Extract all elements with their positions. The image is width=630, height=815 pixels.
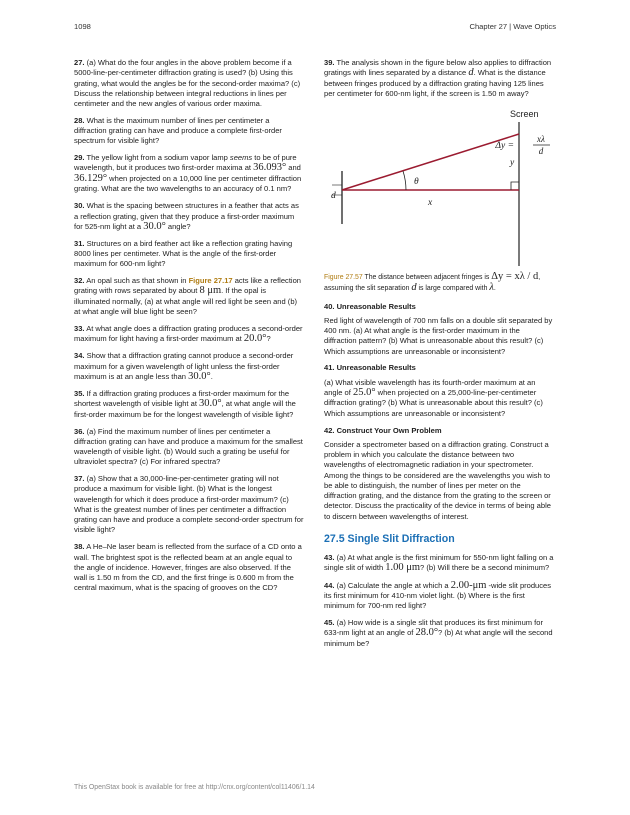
- problem-31: 31. Structures on a bird feather act like a reflection grating having 8000 lines per centimeter. What is the angle of the first-order maximum for 600-nm light?: [74, 238, 293, 269]
- problem-35: 35. If a diffraction grating produces a first-order maximum for the shortest wavelength of visible light at 30.0°, at what angle will the first-order maximum be for the longest wavelength of visible light?: [74, 389, 296, 419]
- left-column: [74, 58, 304, 600]
- footer-note: This OpenStax book is available for free at http://cnx.org/content/col11406/1.14: [74, 784, 315, 791]
- heading-42: 42. Construct Your Own Problem: [324, 425, 442, 435]
- problem-28: 28. What is the maximum number of lines per centimeter a diffraction grating can have and produce a complete first-order spectrum for visible light?: [74, 115, 282, 146]
- problem-33: 33. At what angle does a diffraction grating produces a second-order maximum for light having a first-order maximum at 20.0°?: [74, 324, 303, 345]
- theta-label: θ: [414, 176, 419, 187]
- problem-38: 38. A He–Ne laser beam is reflected from the surface of a CD onto a wall. The brightest spot is the reflected beam at an angle equal to the angle of incidence. However, fringes are also observed. If the wall is 1.50 m from the CD, and the first fringe is 0.600 m from the central maximum, what is the spacing of grooves on the CD?: [74, 542, 302, 593]
- page-number: 1098: [74, 22, 91, 31]
- heading-40: 40. Unreasonable Results: [324, 301, 416, 311]
- fringe-geometry-figure: [324, 106, 554, 266]
- problem-30: 30. What is the spacing between structures in a feather that acts as a reflection grating, given that they produce a first-order maximum for 525-nm light at a 30.0° angle?: [74, 201, 299, 232]
- formula-numerator: xλ: [537, 133, 545, 144]
- problem-45: 45. (a) How wide is a single slit that produces its first minimum for 633-nm light at an angle of 28.0°? (b) At what angle will the second minimum be?: [324, 618, 553, 648]
- formula-lhs: Δy =: [495, 140, 514, 151]
- section-title: 27.5 Single Slit Diffraction: [324, 532, 455, 545]
- problem-39: 39. The analysis shown in the figure below also applies to diffraction gratings with lines separated by a distance d. What is the distance between fringes produced by a diffraction grating having 125 lines per centimeter for 600-nm light, if the screen is 1.50 m away?: [324, 58, 552, 98]
- x-label: x: [428, 197, 433, 208]
- problem-43: 43. (a) At what angle is the first minimum for 550-nm light falling on a single slit of width 1.00 μm? (b) Will there be a second minimum?: [324, 553, 554, 574]
- problem-32: 32. An opal such as that shown in Figure 27.17 acts like a reflection grating with rows separated by about 8 μm. If the opal is illuminated normally, (a) at what angle will red light be seen and (b) at what angle will blue light be seen?: [74, 276, 301, 317]
- heading-41: 41. Unreasonable Results: [324, 363, 416, 373]
- diffracted-ray: [342, 134, 519, 190]
- formula-denominator: d: [538, 145, 544, 156]
- figure-caption: Figure 27.57 The distance between adjacent fringes is Δy = xλ / d, assuming the slit separation d is large compared with λ.: [324, 270, 541, 294]
- figure-link[interactable]: Figure 27.17: [188, 276, 233, 286]
- y-label: y: [510, 157, 515, 168]
- problem-37: 37. (a) Show that a 30,000-line-per-centimeter grating will not produce a maximum for visible light. (b) What is the longest wavelength for which it does produce a first-order maximum? (c) What is the greatest number of lines per centimeter a diffraction grating can have and produce a complete second-order spectrum for visible light?: [74, 474, 304, 535]
- chapter-title: Chapter 27 | Wave Optics: [469, 22, 556, 31]
- problem-40: Red light of wavelength of 700 nm falls on a double slit separated by 400 nm. (a) At what angle is the first-order maximum in the diffraction pattern? (b) What is unreasonable about this result? (c) Which assumptions are unreasonable or inconsistent?: [324, 315, 553, 356]
- theta-arc: [403, 171, 406, 190]
- right-column: [324, 58, 554, 656]
- problem-36: 36. (a) Find the maximum number of lines per centimeter a diffraction grating can have and produce a maximum for the smallest wavelength of visible light. (b) Would such a grating be useful for ultraviolet spectra? (c) For infrared spectra?: [74, 426, 303, 467]
- d-label: d: [331, 190, 336, 201]
- problem-44: 44. (a) Calculate the angle at which a 2.00-μm -wide slit produces its first minimum for 410-nm violet light. (b) Where is the first minimum for 700-nm red light?: [324, 579, 551, 611]
- screen-label: Screen: [510, 108, 539, 119]
- problem-27: 27. (a) What do the four angles in the above problem become if a 5000-line-per-centimeter diffraction grating is used? (b) Using this grating, what would the angles be for the second-order maxima? (c) Discuss the relationship between integral reductions in lines per centimeter and the new angles of various order maxima.: [74, 58, 301, 108]
- problem-29: 29. The yellow light from a sodium vapor lamp seems to be of pure wavelength, but it produces two first-order maxima at 36.093° and 36.129° when projected on a 10,000 line per centimeter diffraction grating. What are the two wavelengths to an accuracy of 0.1 nm?: [74, 153, 302, 194]
- problem-34: 34. Show that a diffraction grating cannot produce a second-order maximum for a given wavelength of light unless the first-order maximum is at an angle less than 30.0°.: [74, 351, 294, 382]
- problem-42: Consider a spectrometer based on a diffraction grating. Construct a problem in which you calculate the distance between two wavelengths of electromagnetic radiation in your spectrometer. Among the things to be considered are the wavelengths you wish to be able to distinguish, the number of lines per meter on the diffraction grating, and the distance from the grating to the screen or detector. Discuss the practicality of the device in terms of being able to discern between wavelengths of interest.: [324, 439, 551, 521]
- right-angle-marker: [511, 182, 519, 190]
- problem-41: (a) What visible wavelength has its fourth-order maximum at an angle of 25.0° when projected on a 25,000-line-per-centimeter diffraction grating? (b) What is unreasonable about this result? (c) Which assumptions are unreasonable or inconsistent?: [324, 377, 543, 418]
